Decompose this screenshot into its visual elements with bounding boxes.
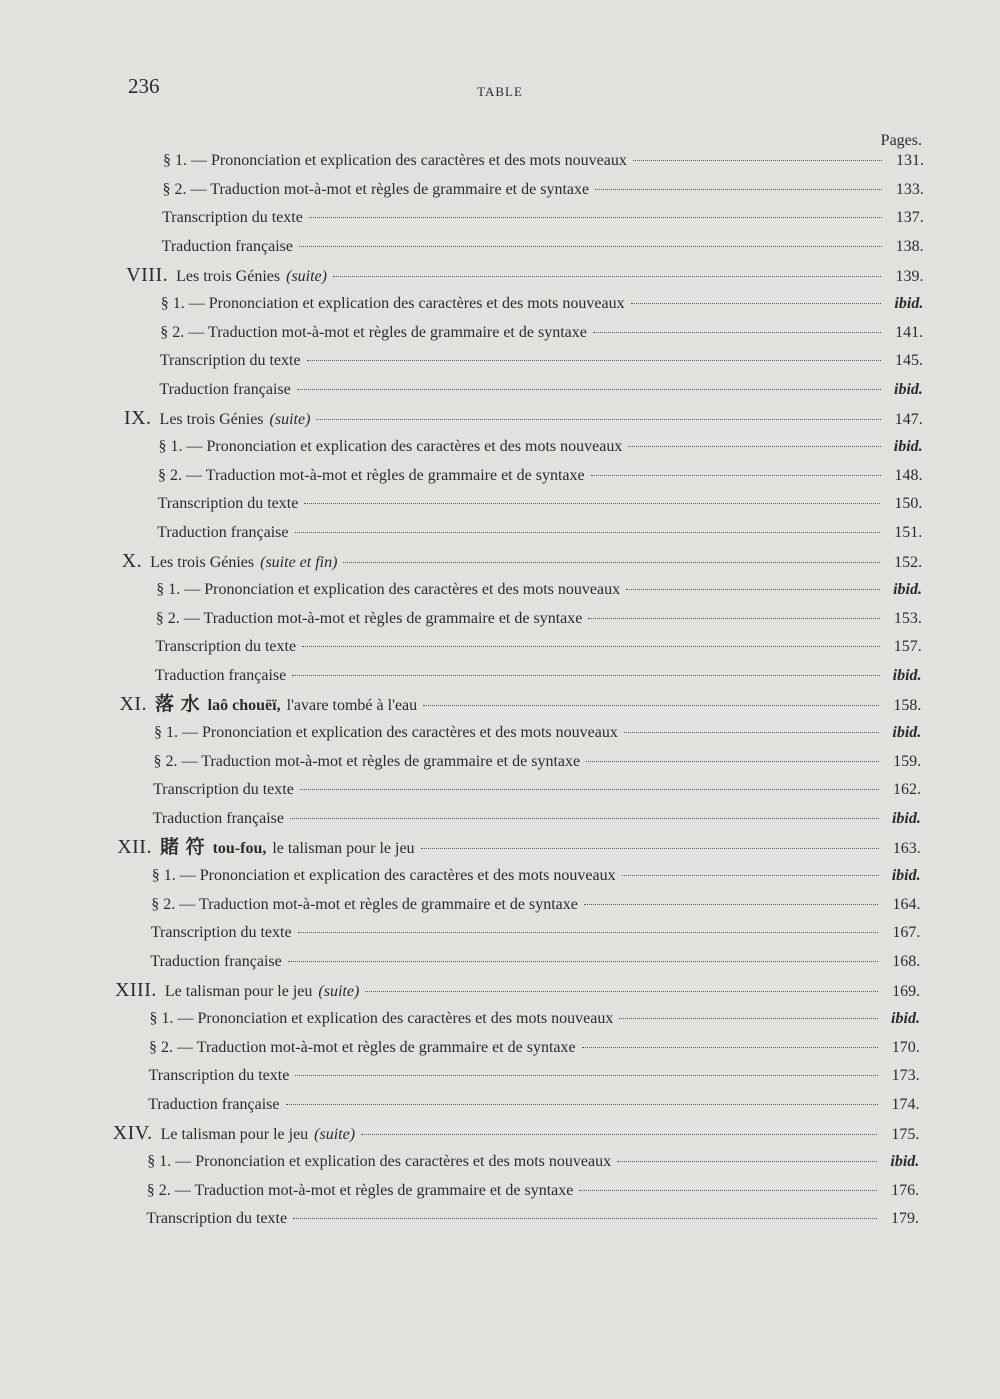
entry-title: § 2. — Traduction mot-à-mot et règles de grammaire et de syntaxe: [146, 1181, 574, 1199]
section-entry: [150, 1008, 920, 1030]
page-reference: 145.: [895, 352, 924, 370]
chapter-entry: [113, 1122, 920, 1144]
dot-leader: [309, 217, 882, 218]
dot-leader: [633, 160, 882, 161]
chapter-numeral: XII.: [117, 836, 152, 859]
page-reference: 153.: [893, 609, 922, 627]
chinese-characters: 落 水: [155, 693, 200, 716]
entry-title: Transcription du texte: [146, 1210, 288, 1228]
section-entry: [162, 236, 924, 258]
entry-title: § 1. — Prononciation et explication des caractères et des mots nouveaux: [147, 1153, 612, 1170]
dot-leader: [421, 848, 879, 849]
entry-title: § 2. — Traduction mot-à-mot et règles de grammaire et de syntaxe: [160, 323, 587, 341]
entry-qualifier: (suite et fin): [260, 554, 338, 572]
entry-qualifier: (suite): [286, 268, 327, 286]
section-entry: [160, 322, 923, 344]
page-reference: 175.: [891, 1126, 920, 1144]
entry-title: § 1. — Prononciation et explication des caractères et des mots nouveaux: [158, 438, 623, 455]
entry-title: Transcription du texte: [148, 1067, 290, 1085]
running-head: TABLE: [477, 84, 523, 99]
section-entry: [152, 865, 921, 887]
entry-title: Traduction française: [154, 666, 287, 684]
page-reference: 148.: [894, 466, 923, 484]
page-reference: ibid.: [891, 1010, 920, 1027]
entry-title: Le talisman pour le jeu: [160, 1126, 309, 1144]
chinese-characters: 賭 符: [159, 836, 205, 859]
page-reference: 167.: [892, 924, 921, 942]
section-entry: [160, 350, 923, 372]
page-reference: 150.: [894, 495, 923, 513]
entry-title: Transcription du texte: [150, 924, 292, 942]
entry-title: Traduction française: [150, 952, 282, 970]
entry-title: le talisman pour le jeu: [272, 840, 415, 858]
dot-leader: [293, 1218, 877, 1219]
page-reference: 152.: [894, 554, 923, 572]
page-reference: 139.: [895, 268, 924, 286]
dot-leader: [624, 732, 879, 733]
romanized-title: laô chouëï,: [207, 697, 281, 715]
section-entry: [161, 293, 924, 315]
dot-leader: [365, 991, 878, 992]
dot-leader: [582, 1047, 878, 1048]
page-reference: 176.: [891, 1181, 920, 1199]
romanized-title: tou-fou,: [212, 840, 267, 858]
dot-leader: [333, 276, 881, 277]
page-reference: ibid.: [893, 438, 923, 455]
page-reference: 159.: [893, 752, 922, 770]
entry-title: Transcription du texte: [162, 209, 303, 227]
page-reference: 163.: [892, 840, 921, 858]
dot-leader: [316, 419, 880, 420]
entry-title: § 2. — Traduction mot-à-mot et règles de grammaire et de syntaxe: [151, 895, 578, 913]
entry-title: § 1. — Prononciation et explication des caractères et des mots nouveaux: [154, 724, 618, 741]
section-entry: [147, 1180, 919, 1202]
entry-title: Les trois Génies: [150, 554, 255, 572]
section-entry: [150, 951, 920, 973]
entry-title: Traduction française: [161, 237, 294, 255]
dot-leader: [304, 503, 880, 504]
page-reference: 173.: [891, 1067, 920, 1085]
entry-title: § 2. — Traduction mot-à-mot et règles de grammaire et de syntaxe: [153, 752, 581, 770]
entry-title: § 1. — Prononciation et explication des caractères et des mots nouveaux: [163, 152, 627, 169]
dot-leader: [593, 332, 881, 333]
page-reference: ibid.: [892, 666, 922, 684]
dot-leader: [619, 1018, 878, 1019]
chapter-entry: [117, 836, 921, 858]
entry-title: Traduction française: [148, 1095, 280, 1113]
page-reference: ibid.: [892, 724, 922, 741]
dot-leader: [343, 562, 880, 563]
page-reference: ibid.: [890, 1153, 920, 1170]
entry-title: Traduction française: [157, 523, 289, 541]
chapter-numeral: XI.: [119, 693, 148, 716]
page-reference: 158.: [893, 697, 922, 715]
entry-qualifier: (suite): [269, 411, 311, 429]
dot-leader: [586, 761, 879, 762]
section-entry: [149, 1037, 920, 1059]
page-reference: 170.: [891, 1038, 920, 1056]
entry-title: § 1. — Prononciation et explication des caractères et des mots nouveaux: [156, 581, 621, 598]
page-reference: 169.: [892, 983, 921, 1001]
entry-qualifier: (suite): [318, 983, 360, 1001]
dot-leader: [591, 475, 881, 476]
entry-title: Transcription du texte: [153, 781, 294, 799]
page-reference: ibid.: [891, 867, 921, 884]
section-entry: [154, 722, 921, 744]
entry-title: § 1. — Prononciation et explication des caractères et des mots nouveaux: [149, 1010, 614, 1027]
chapter-numeral: XIV.: [112, 1122, 153, 1145]
chapter-numeral: X.: [121, 550, 143, 573]
section-entry: [155, 636, 921, 658]
entry-title: § 1. — Prononciation et explication des caractères et des mots nouveaux: [160, 295, 625, 312]
section-entry: [155, 665, 922, 687]
page-reference: 138.: [895, 237, 924, 255]
page-reference: ibid.: [891, 809, 921, 827]
page-reference: 137.: [895, 209, 924, 227]
dot-leader: [595, 189, 882, 190]
dot-leader: [297, 389, 881, 390]
chapter-entry: [124, 407, 923, 429]
dot-leader: [298, 932, 879, 933]
dot-leader: [290, 818, 879, 819]
dot-leader: [631, 303, 882, 304]
dot-leader: [295, 1075, 877, 1076]
dot-leader: [361, 1134, 877, 1135]
page-reference: 147.: [894, 411, 923, 429]
section-entry: [158, 493, 923, 515]
entry-title: Le talisman pour le jeu: [164, 983, 313, 1001]
page-reference: ibid.: [894, 380, 923, 398]
dot-leader: [302, 646, 880, 647]
page-reference: 133.: [895, 180, 924, 198]
section-entry: [147, 1151, 919, 1173]
dot-leader: [292, 675, 879, 676]
section-entry: [146, 1208, 919, 1230]
page-reference: ibid.: [894, 295, 924, 312]
section-entry: [156, 608, 922, 630]
dot-leader: [295, 532, 881, 533]
chapter-entry: [122, 550, 922, 572]
page-reference: 174.: [891, 1095, 920, 1113]
dot-leader: [300, 789, 879, 790]
section-entry: [163, 150, 924, 172]
page-reference: 179.: [890, 1210, 919, 1228]
dot-leader: [579, 1190, 877, 1191]
dot-leader: [626, 589, 880, 590]
entry-title: Transcription du texte: [159, 352, 301, 370]
chapter-entry: [119, 693, 921, 715]
section-entry: [153, 808, 921, 830]
section-entry: [158, 465, 922, 487]
dot-leader: [628, 446, 880, 447]
pages-column-header: Pages.: [880, 132, 922, 149]
page-reference: 162.: [893, 781, 922, 799]
page-reference: 131.: [896, 152, 924, 169]
dot-leader: [288, 961, 878, 962]
entry-title: § 1. — Prononciation et explication des caractères et des mots nouveaux: [151, 867, 616, 884]
section-entry: [149, 1065, 920, 1087]
section-entry: [151, 894, 920, 916]
entry-title: § 2. — Traduction mot-à-mot et règles de grammaire et de syntaxe: [149, 1038, 576, 1056]
entry-qualifier: (suite): [314, 1126, 356, 1144]
section-entry: [162, 207, 924, 229]
dot-leader: [622, 875, 879, 876]
chapter-numeral: IX.: [123, 407, 152, 430]
entry-title: l'avare tombé à l'eau: [286, 697, 418, 715]
entry-title: § 2. — Traduction mot-à-mot et règles de grammaire et de syntaxe: [162, 180, 590, 198]
section-entry: [153, 779, 921, 801]
page-reference: 164.: [892, 895, 921, 913]
entry-title: Traduction française: [159, 380, 291, 398]
section-entry: [151, 922, 921, 944]
page-reference: 168.: [892, 952, 921, 970]
section-entry: [159, 436, 923, 458]
dot-leader: [286, 1104, 878, 1105]
section-entry: [154, 751, 922, 773]
section-entry: [163, 179, 924, 201]
chapter-entry: [115, 979, 920, 1001]
section-entry: [156, 579, 922, 601]
chapter-numeral: XIII.: [114, 979, 157, 1002]
page-reference: 151.: [894, 523, 923, 541]
entry-title: § 2. — Traduction mot-à-mot et règles de grammaire et de syntaxe: [158, 466, 585, 484]
dot-leader: [307, 360, 881, 361]
entry-title: § 2. — Traduction mot-à-mot et règles de grammaire et de syntaxe: [155, 609, 583, 627]
entry-title: Les trois Génies: [176, 268, 281, 286]
dot-leader: [584, 904, 879, 905]
chapter-numeral: VIII.: [126, 264, 169, 287]
entry-title: Les trois Génies: [159, 411, 264, 429]
dot-leader: [423, 705, 879, 706]
chapter-entry: [126, 264, 923, 286]
section-entry: [157, 522, 922, 544]
page-reference: 141.: [895, 323, 924, 341]
page-reference: ibid.: [893, 581, 922, 598]
section-entry: [159, 379, 923, 401]
page-number: 236: [128, 74, 160, 98]
entry-title: Transcription du texte: [155, 638, 297, 656]
dot-leader: [617, 1161, 877, 1162]
entry-title: Transcription du texte: [157, 495, 299, 513]
section-entry: [148, 1094, 919, 1116]
page-reference: 157.: [893, 638, 922, 656]
dot-leader: [588, 618, 879, 619]
dot-leader: [299, 246, 882, 247]
entry-title: Traduction française: [152, 809, 285, 827]
